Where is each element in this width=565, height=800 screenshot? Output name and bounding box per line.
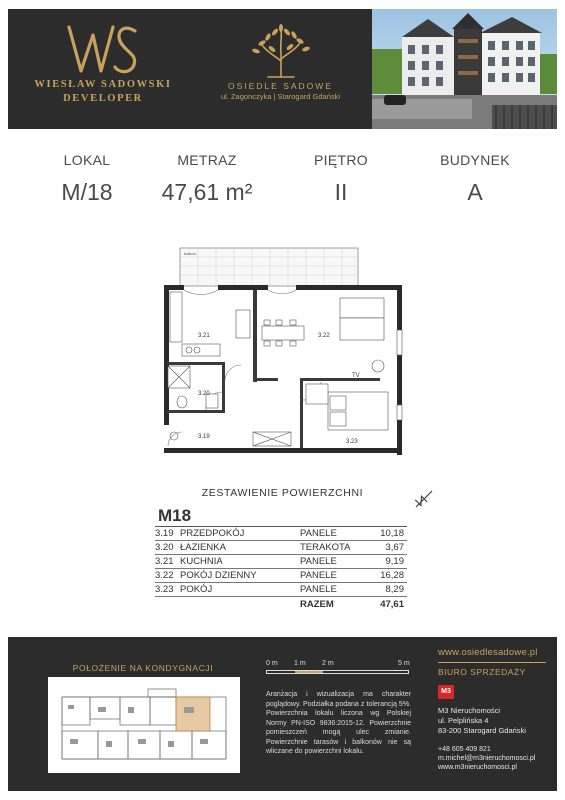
estate-logo (193, 23, 368, 101)
floor-finish: PANELE (300, 556, 337, 567)
room-name: PRZEDPOKÓJ (180, 528, 245, 539)
table-row (155, 569, 407, 583)
info-pietro-label: PIĘTRO (314, 152, 368, 168)
disclaimer-note: Aranżacja i wizualizacja ma charakter poglądowy. Podziałka podana z tolerancją 5%. Powierzchnia lokalu liczona wg Polskiej Normy PN-ISO 9836:2015-12. Powierzchnie pomieszczeń mogą ulec zmianie. Powierzchnie tarasów i balkonów nie są wliczane do powierzchni lokalu. (266, 691, 411, 755)
room-label-3-22: 3.22 (318, 333, 330, 339)
agency-email[interactable]: m.michel@m3nieruchomosci.pl (438, 755, 536, 762)
room-number: 3.22 (155, 570, 174, 581)
room-label-3-20: 3.20 (198, 391, 210, 397)
table-row (155, 541, 407, 555)
info-lokal-value: M/18 (61, 179, 113, 205)
agency-city: 83-200 Starogard Gdański (438, 726, 526, 735)
room-name: POKÓJ (180, 584, 213, 595)
estate-website-link[interactable]: www.osiedlesadowe.pl (438, 647, 538, 658)
room-area: 9,19 (385, 556, 404, 567)
tree-icon (246, 23, 316, 79)
agency-street: ul. Pelplińska 4 (438, 716, 489, 725)
floor-position-title: POŁOŻENIE NA KONDYGNACJI (72, 663, 214, 673)
info-metraz-label: METRAZ (177, 152, 237, 168)
developer-subtitle: DEVELOPER (63, 93, 143, 104)
ws-monogram-icon (63, 21, 143, 77)
info-metraz-value: 47,61 m² (161, 179, 253, 205)
estate-name: OSIEDLE SADOWE (228, 81, 333, 91)
room-area: 16,28 (380, 570, 404, 581)
scale-bar-graphic (266, 670, 409, 674)
info-budynek (434, 152, 516, 206)
total-label: RAZEM (300, 598, 334, 610)
agency-website-link[interactable]: www.m3nieruchomosci.pl (438, 764, 517, 771)
room-label-3-19: 3.19 (198, 434, 210, 440)
room-area: 8,29 (385, 584, 404, 595)
info-pietro-value: II (334, 179, 348, 205)
floor-finish: TERAKOTA (300, 542, 351, 553)
room-label-3-23: 3.23 (346, 439, 358, 445)
floor-finish: PANELE (300, 528, 337, 539)
unit-code: M18 (158, 506, 192, 525)
table-row (155, 555, 407, 569)
info-budynek-label: BUDYNEK (440, 152, 510, 168)
building-photo (372, 9, 557, 129)
info-pietro (305, 152, 377, 206)
footer-banner (8, 637, 557, 791)
total-area: 47,61 (380, 598, 404, 610)
room-name: ŁAZIENKA (180, 542, 226, 553)
floor-finish: PANELE (300, 570, 337, 581)
scale-label-5: 5 m (398, 660, 410, 667)
scale-label-1: 1 m (294, 660, 306, 667)
info-metraz (152, 152, 262, 206)
agency-name: M3 Nieruchomości (438, 706, 501, 715)
table-total-row (155, 597, 407, 611)
estate-address: ul. Zagonczyka | Starogard Gdański (220, 92, 341, 101)
room-number: 3.20 (155, 542, 174, 553)
balcony-label: balkon (184, 251, 196, 256)
floor-plan (150, 240, 410, 460)
info-budynek-value: A (467, 179, 483, 205)
room-label-3-21: 3.21 (198, 333, 210, 339)
room-area: 10,18 (380, 528, 404, 539)
header-banner (8, 9, 557, 129)
floor-key-plan (48, 677, 240, 773)
tv-label: TV (352, 373, 360, 379)
floor-finish: PANELE (300, 584, 337, 595)
sales-contact (438, 647, 553, 772)
room-name: KUCHNIA (180, 556, 223, 567)
agency-phone[interactable]: +48 605 409 821 (438, 746, 491, 753)
info-lokal-label: LOKAL (63, 152, 111, 168)
scale-label-0: 0 m (266, 660, 278, 667)
room-name: POKÓJ DZIENNY (180, 570, 257, 581)
room-number: 3.21 (155, 556, 174, 567)
scale-label-2: 2 m (322, 660, 334, 667)
developer-name: WIESŁAW SADOWSKI (34, 79, 172, 90)
info-lokal (47, 152, 127, 206)
sales-office-title: BIURO SPRZEDAŻY (438, 667, 526, 677)
room-area: 3,67 (385, 542, 404, 553)
developer-logo (28, 21, 178, 105)
table-row (155, 527, 407, 541)
room-number: 3.19 (155, 528, 174, 539)
m3-logo-icon: M3 (438, 685, 454, 699)
summary-title: ZESTAWIENIE POWIERZCHNI (201, 487, 364, 499)
table-row (155, 583, 407, 597)
summary-table (155, 526, 407, 611)
room-number: 3.23 (155, 584, 174, 595)
